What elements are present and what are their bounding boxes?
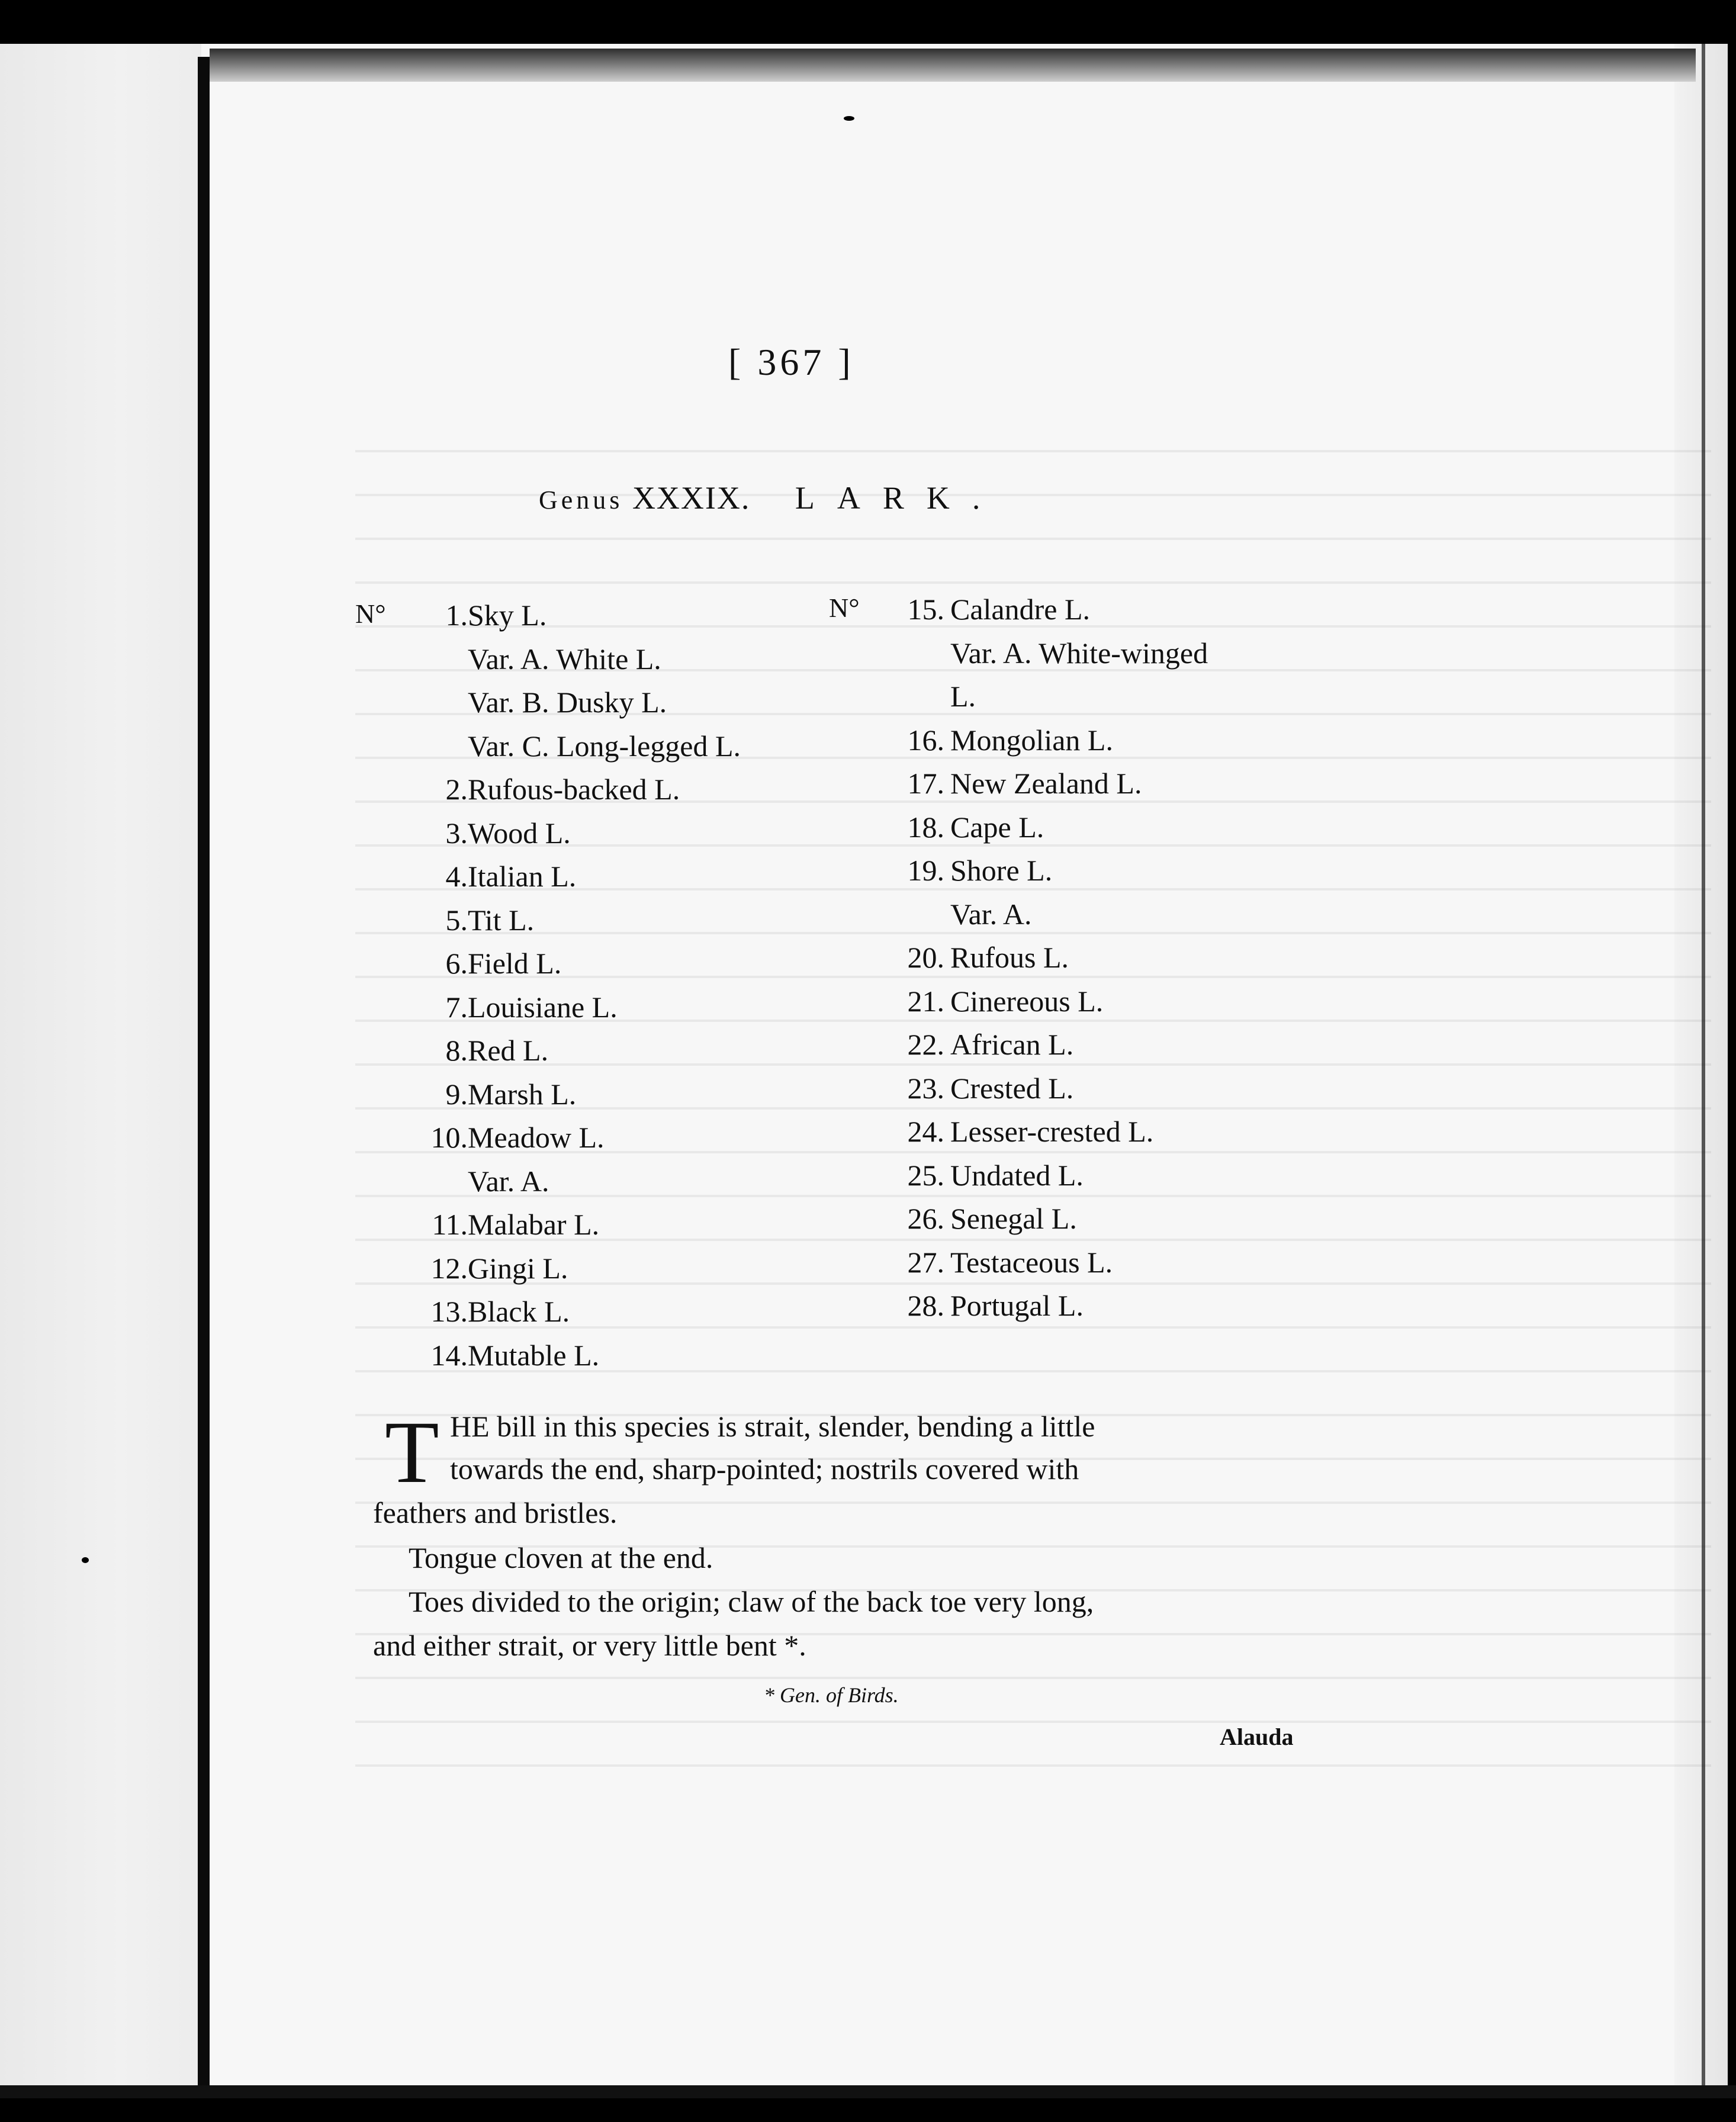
number-abbreviation: N° bbox=[355, 599, 386, 629]
species-entry bbox=[355, 729, 829, 773]
species-number: 7. bbox=[445, 990, 468, 1024]
species-name: Italian L. bbox=[468, 860, 577, 893]
species-number: 8. bbox=[445, 1034, 468, 1067]
species-number: 3. bbox=[445, 816, 468, 850]
species-entry bbox=[355, 685, 829, 729]
species-entry bbox=[355, 1033, 829, 1077]
left-facing-page-edge bbox=[0, 44, 201, 2098]
species-entry bbox=[829, 1245, 1303, 1289]
species-entry bbox=[829, 1114, 1303, 1158]
footnote: * Gen. of Birds. bbox=[764, 1683, 899, 1707]
species-name: Louisiane L. bbox=[468, 990, 618, 1024]
species-entry bbox=[355, 990, 829, 1034]
description-line-1: HE bill in this species is strait, slender, bending a little bbox=[450, 1410, 1095, 1443]
species-name: Wood L. bbox=[468, 816, 571, 850]
species-name: Shore L. bbox=[950, 854, 1053, 887]
species-number: 19. bbox=[907, 854, 944, 887]
species-entry bbox=[829, 592, 1303, 636]
bottom-shadow bbox=[0, 2085, 1736, 2098]
description-line-2: towards the end, sharp-pointed; nostrils covered with bbox=[450, 1452, 1079, 1486]
species-entry bbox=[355, 816, 829, 860]
species-name: Rufous-backed L. bbox=[468, 773, 680, 806]
ink-speck bbox=[844, 116, 854, 121]
species-name: Var. B. Dusky L. bbox=[468, 686, 667, 719]
binding-gutter bbox=[198, 57, 210, 2094]
species-name: Field L. bbox=[468, 947, 562, 980]
species-entry bbox=[355, 1207, 829, 1251]
species-number: 16. bbox=[907, 723, 944, 757]
page-number: [ 367 ] bbox=[728, 341, 854, 383]
top-shadow bbox=[210, 49, 1696, 82]
species-name: Var. A. White L. bbox=[468, 642, 661, 676]
species-name: Var. A. bbox=[468, 1164, 549, 1198]
species-name: Mongolian L. bbox=[950, 723, 1113, 757]
species-name: Cape L. bbox=[950, 810, 1044, 844]
species-name: Var. C. Long-legged L. bbox=[468, 729, 741, 763]
species-entry bbox=[829, 636, 1303, 680]
species-name: Red L. bbox=[468, 1034, 549, 1067]
species-number: 17. bbox=[907, 767, 944, 800]
species-entry bbox=[355, 946, 829, 990]
species-name: New Zealand L. bbox=[950, 767, 1142, 800]
species-name: Lesser-crested L. bbox=[950, 1115, 1154, 1148]
species-entry bbox=[829, 766, 1303, 810]
species-number: 25. bbox=[907, 1158, 944, 1192]
species-entry bbox=[355, 1251, 829, 1295]
species-number: 20. bbox=[907, 941, 944, 974]
species-name: L. bbox=[950, 680, 976, 713]
species-number: 24. bbox=[907, 1115, 944, 1148]
species-name: Mutable L. bbox=[468, 1338, 600, 1372]
species-name: Var. A. bbox=[950, 897, 1032, 931]
species-number: 27. bbox=[907, 1245, 944, 1279]
species-entry bbox=[829, 1071, 1303, 1115]
species-number: 11. bbox=[432, 1208, 468, 1241]
species-name: Meadow L. bbox=[468, 1121, 605, 1154]
genus-name: LARK. bbox=[795, 480, 1003, 516]
species-name: Cinereous L. bbox=[950, 984, 1104, 1018]
ink-speck bbox=[82, 1557, 89, 1563]
species-name: Crested L. bbox=[950, 1071, 1074, 1105]
species-number: 18. bbox=[907, 810, 944, 844]
species-number: 14. bbox=[430, 1338, 468, 1372]
species-number: 6. bbox=[445, 947, 468, 980]
catchword: Alauda bbox=[1220, 1724, 1294, 1750]
species-name: Testaceous L. bbox=[950, 1245, 1113, 1279]
species-entry bbox=[355, 903, 829, 947]
description-line-4: Tongue cloven at the end. bbox=[409, 1541, 713, 1574]
species-number: 15. bbox=[907, 593, 944, 626]
species-name: Tit L. bbox=[468, 903, 535, 937]
genus-prefix: Genus bbox=[539, 486, 623, 515]
species-number: 12. bbox=[430, 1251, 468, 1285]
species-entry bbox=[829, 723, 1303, 767]
species-entry bbox=[355, 1120, 829, 1164]
species-number: 2. bbox=[445, 773, 468, 806]
species-name: Portugal L. bbox=[950, 1289, 1084, 1322]
species-entry bbox=[355, 859, 829, 903]
species-name: Gingi L. bbox=[468, 1251, 568, 1285]
species-number: 1. bbox=[445, 599, 468, 632]
genus-number: XXXIX. bbox=[632, 480, 751, 516]
species-list-right bbox=[829, 592, 1303, 1338]
species-name: Var. A. White-winged bbox=[950, 636, 1208, 670]
species-number: 28. bbox=[907, 1289, 944, 1322]
species-name: Malabar L. bbox=[468, 1208, 600, 1241]
species-number: 4. bbox=[445, 860, 468, 893]
species-number: 26. bbox=[907, 1202, 944, 1235]
number-abbreviation: N° bbox=[829, 593, 860, 623]
species-name: Black L. bbox=[468, 1295, 570, 1328]
species-name: Undated L. bbox=[950, 1158, 1084, 1192]
description-line-3: feathers and bristles. bbox=[373, 1496, 618, 1529]
species-number: 9. bbox=[445, 1077, 468, 1111]
species-entry bbox=[355, 1077, 829, 1121]
species-number: 22. bbox=[907, 1028, 944, 1061]
species-entry bbox=[829, 1027, 1303, 1071]
species-name: Senegal L. bbox=[950, 1202, 1077, 1235]
description-line-5: Toes divided to the origin; claw of the back toe very long, bbox=[409, 1585, 1094, 1618]
species-name: Calandre L. bbox=[950, 593, 1091, 626]
species-entry bbox=[355, 642, 829, 686]
species-entry bbox=[829, 1288, 1303, 1332]
species-number: 10. bbox=[430, 1121, 468, 1154]
species-number: 23. bbox=[907, 1071, 944, 1105]
species-entry bbox=[829, 897, 1303, 941]
species-entry bbox=[829, 853, 1303, 897]
drop-cap: T bbox=[385, 1403, 439, 1502]
species-entry bbox=[355, 598, 829, 642]
species-entry bbox=[829, 1201, 1303, 1245]
species-list-left bbox=[355, 598, 829, 1385]
species-entry bbox=[829, 984, 1303, 1028]
species-entry bbox=[355, 772, 829, 816]
species-entry bbox=[829, 1158, 1303, 1202]
species-name: Marsh L. bbox=[468, 1077, 577, 1111]
species-name: Rufous L. bbox=[950, 941, 1069, 974]
species-number: 13. bbox=[430, 1295, 468, 1328]
species-entry bbox=[829, 810, 1303, 854]
species-entry bbox=[355, 1338, 829, 1382]
species-number: 21. bbox=[907, 984, 944, 1018]
species-entry bbox=[355, 1164, 829, 1208]
description-line-6: and either strait, or very little bent *. bbox=[373, 1629, 806, 1662]
species-entry bbox=[355, 1294, 829, 1338]
species-name: Sky L. bbox=[468, 599, 547, 632]
species-entry bbox=[829, 940, 1303, 984]
genus-heading bbox=[539, 480, 1002, 516]
species-number: 5. bbox=[445, 903, 468, 937]
species-name: African L. bbox=[950, 1028, 1074, 1061]
species-entry bbox=[829, 679, 1303, 723]
